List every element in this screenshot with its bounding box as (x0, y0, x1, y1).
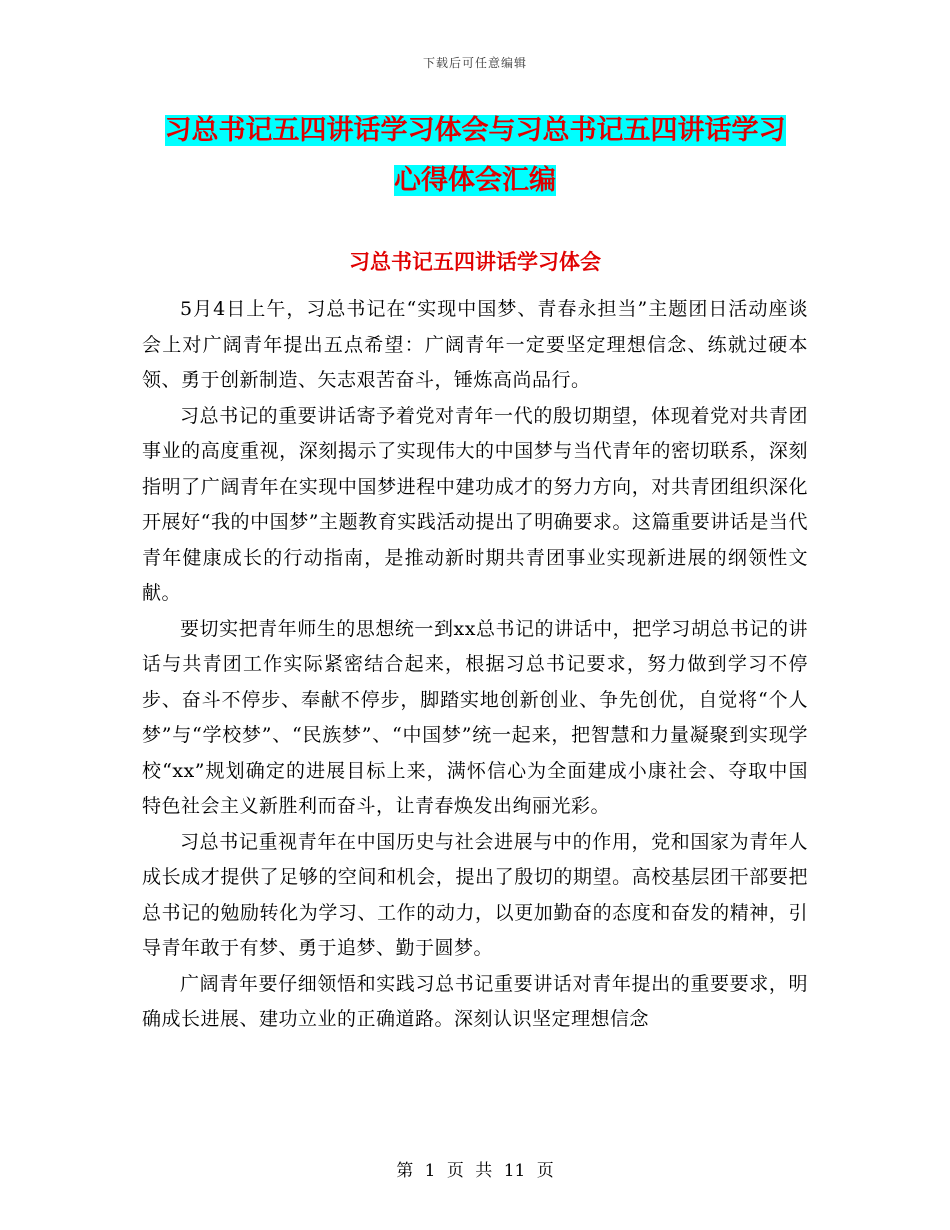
document-title-line-1 (140, 106, 810, 156)
page-header: 下载后可任意编辑 (422, 56, 527, 70)
title-highlight: 习总书记五四讲话学习体会与习总书记五四讲话学习 (164, 115, 786, 146)
page-footer: 第 1 页 共 11 页 (396, 1161, 554, 1181)
document-title-line-2 (140, 156, 810, 206)
section-title: 习总书记五四讲话学习体会 (349, 250, 601, 274)
document-body (142, 292, 808, 1038)
document-title (140, 106, 810, 206)
paragraph: 要切实把青年师生的思想统一到xx总书记的讲话中，把学习胡总书记的讲话与共青团工作实际紧密结合起来，根据习总书记要求，努力做到学习不停步、奋斗不停步、奉献不停步，脚踏实地创新创业、争先创优，自觉将“个人梦”与“学校梦”、“民族梦”、“中国梦”统一起来，把智慧和力量凝聚到实现学校“xx”规划确定的进展目标上来，满怀信心为全面建成小康社会、夺取中国特色社会主义新胜利而奋斗，让青春焕发出绚丽光彩。 (142, 617, 808, 817)
paragraph: 习总书记的重要讲话寄予着党对青年一代的殷切期望，体现着党对共青团事业的高度重视，深刻揭示了实现伟大的中国梦与当代青年的密切联系，深刻指明了广阔青年在实现中国梦进程中建功成才的努力方向，对共青团组织深化开展好“我的中国梦”主题教育实践活动提出了明确要求。这篇重要讲话是当代青年健康成长的行动指南，是推动新时期共青团事业实现新进展的纲领性文献。 (142, 404, 808, 604)
paragraph: 广阔青年要仔细领悟和实践习总书记重要讲话对青年提出的重要要求，明确成长进展、建功立业的正确道路。深刻认识坚定理想信念 (142, 972, 808, 1030)
paragraph: 5月4日上午，习总书记在“实现中国梦、青春永担当”主题团日活动座谈会上对广阔青年提出五点希望：广阔青年一定要坚定理想信念、练就过硬本领、勇于创新制造、矢志艰苦奋斗，锤炼高尚品行。 (142, 298, 808, 391)
paragraph: 习总书记重视青年在中国历史与社会进展与中的作用，党和国家为青年人成长成才提供了足够的空间和机会，提出了殷切的期望。高校基层团干部要把总书记的勉励转化为学习、工作的动力，以更加勤奋的态度和奋发的精神，引导青年敢于有梦、勇于追梦、勤于圆梦。 (142, 830, 808, 959)
title-highlight: 心得体会汇编 (394, 165, 556, 196)
